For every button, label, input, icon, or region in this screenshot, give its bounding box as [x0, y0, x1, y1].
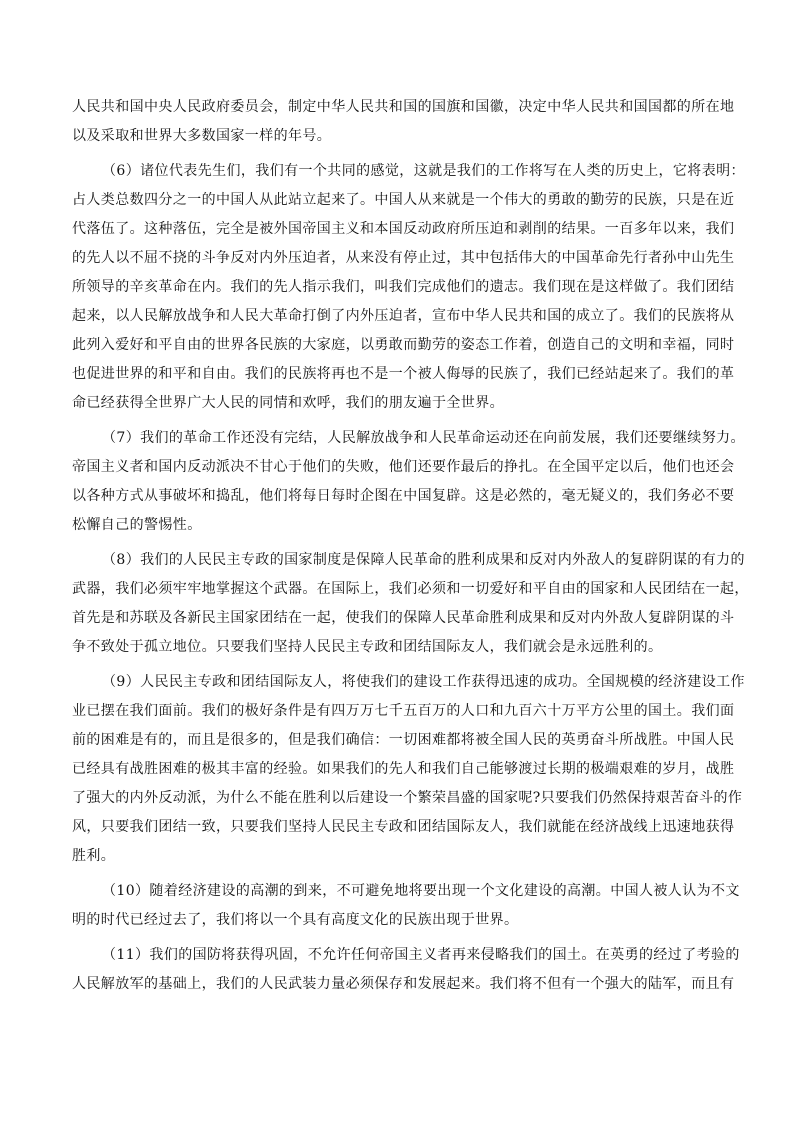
text-line: （6）诸位代表先生们，我们有一个共同的感觉，这就是我们的工作将写在人类的历史上，它将表明： [102, 163, 745, 179]
text-line: 此列入爱好和平自由的世界各民族的大家庭，以勇敢而勤劳的姿态工作着，创造自己的文明和幸福，同时 [72, 337, 735, 353]
paragraph [72, 546, 749, 662]
text-line: 武器，我们必须牢牢地掌握这个武器。在国际上，我们必须和一切爱好和平自由的国家和人民团结在一起， [72, 581, 749, 597]
text-line: 也促进世界的和平和自由。我们的民族将再也不是一个被人侮辱的民族了，我们已经站起来了。我们的革 [72, 366, 735, 382]
text-line: （9）人民民主专政和团结国际友人，将使我们的建设工作获得迅速的成功。全国规模的经济建设工作 [102, 674, 745, 690]
text-line: 胜利。 [72, 848, 116, 864]
document-page [72, 93, 749, 1005]
text-line: 明的时代已经过去了，我们将以一个具有高度文化的民族出现于世界。 [72, 912, 519, 928]
text-line: 帝国主义者和国内反动派决不甘心于他们的失败，他们还要作最后的挣扎。在全国平定以后，他们也还会 [72, 459, 735, 475]
text-line: 占人类总数四分之一的中国人从此站立起来了。中国人从来就是一个伟大的勇敢的勤劳的民族，只是在近 [72, 192, 735, 208]
paragraph [72, 877, 740, 935]
text-line: 以各种方式从事破坏和捣乱，他们将每日每时企图在中国复辟。这是必然的，毫无疑义的，我们务必不要 [72, 488, 735, 504]
text-line: 风，只要我们团结一致，只要我们坚持人民民主专政和团结国际友人，我们就能在经济战线上迅速地获得 [72, 819, 735, 835]
paragraph [72, 668, 745, 871]
text-line: 起来，以人民解放战争和人民大革命打倒了内外压迫者，宣布中华人民共和国的成立了。我们的民族将从 [72, 308, 735, 324]
paragraph [72, 941, 740, 999]
paragraph [72, 157, 745, 418]
text-line: 争不致处于孤立地位。只要我们坚持人民民主专政和团结国际友人，我们就会是永远胜利的。 [72, 639, 663, 655]
text-line: （8）我们的人民民主专政的国家制度是保障人民革命的胜利成果和反对内外敌人的复辟阴谋的有力的 [102, 552, 745, 568]
text-line: 松懈自己的警惕性。 [72, 517, 202, 533]
text-line: 以及采取和世界大多数国家一样的年号。 [72, 128, 332, 144]
text-line: 的先人以不屈不挠的斗争反对内外压迫者，从来没有停止过，其中包括伟大的中国革命先行者孙中山先生 [72, 250, 735, 266]
text-line: 命已经获得全世界广大人民的同情和欢呼，我们的朋友遍于全世界。 [72, 395, 504, 411]
text-line: 已经具有战胜困难的极其丰富的经验。如果我们的先人和我们自己能够渡过长期的极端艰难的岁月，战胜 [72, 761, 735, 777]
text-line: 业已摆在我们面前。我们的极好条件是有四万万七千五百万的人口和九百六十万平方公里的国土。我们面 [72, 703, 735, 719]
text-line: 首先是和苏联及各新民主国家团结在一起，使我们的保障人民革命胜利成果和反对内外敌人复辟阴谋的斗 [72, 610, 735, 626]
text-line: 人民共和国中央人民政府委员会，制定中华人民共和国的国旗和国徽，决定中华人民共和国国都的所在地 [72, 99, 735, 115]
text-line: 了强大的内外反动派，为什么不能在胜利以后建设一个繁荣昌盛的国家呢?只要我们仍然保持艰苦奋斗的作 [72, 790, 743, 806]
text-line: 代落伍了。这种落伍，完全是被外国帝国主义和本国反动政府所压迫和剥削的结果。一百多年以来，我们 [72, 221, 735, 237]
text-line: 所领导的辛亥革命在内。我们的先人指示我们，叫我们完成他们的遗志。我们现在是这样做了。我们团结 [72, 279, 735, 295]
text-line: 人民解放军的基础上，我们的人民武装力量必须保存和发展起来。我们将不但有一个强大的陆军，而且有 [72, 976, 735, 992]
text-line: （10）随着经济建设的高潮的到来，不可避免地将要出现一个文化建设的高潮。中国人被人认为不文 [102, 883, 740, 899]
paragraph [72, 93, 735, 151]
text-line: （11）我们的国防将获得巩固，不允许任何帝国主义者再来侵略我们的国土。在英勇的经过了考验的 [102, 947, 740, 963]
text-line: 前的困难是有的，而且是很多的，但是我们确信：一切困难都将被全国人民的英勇奋斗所战胜。中国人民 [72, 732, 735, 748]
text-line: （7）我们的革命工作还没有完结，人民解放战争和人民革命运动还在向前发展，我们还要继续努力。 [102, 430, 745, 446]
paragraph [72, 424, 745, 540]
